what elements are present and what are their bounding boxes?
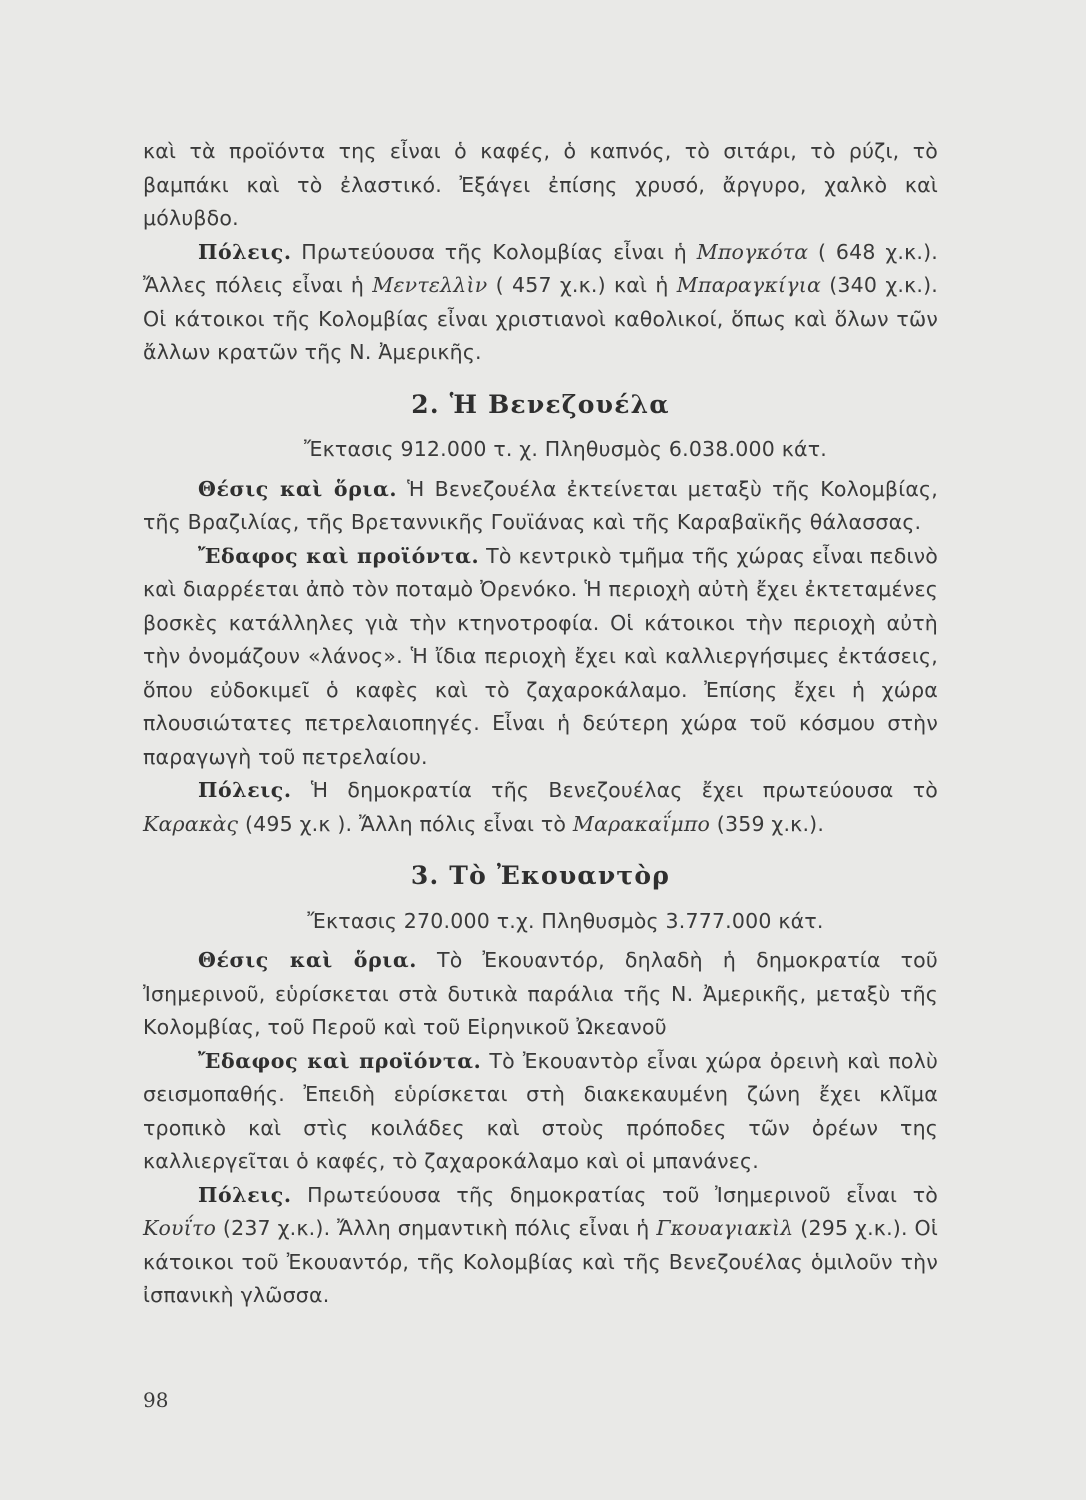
colombia-cities-text-3: ( 457 χ.κ.) καὶ ἡ [487,273,677,297]
colombia-cities-label: Πόλεις. [198,239,292,264]
venezuela-soil-paragraph [143,540,938,775]
venezuela-cities-label: Πόλεις. [198,778,292,802]
colombia-city-1: Μπογκότα [696,239,809,264]
colombia-cities-text-1: Πρωτεύουσα τῆς Κολομβίας εἶναι ἡ [291,239,697,264]
venezuela-position-label: Θέσις καὶ ὅρια. [198,476,398,501]
venezuela-heading: 2. Ἡ Βενεζουέλα [411,389,670,419]
venezuela-position-text: Ἡ Βενεζουέλα ἐκτείνεται μεταξὺ τῆς Κολομβίας, τῆς Βραζιλίας, τῆς Βρεταννικῆς Γουϊάνας καὶ τῆς Καραβαϊκῆς θάλασσας. [143,476,939,534]
venezuela-cities-paragraph [143,774,938,841]
venezuela-cities-text-1: Ἡ δημοκρατία τῆς Βενεζουέλας ἔχει πρωτεύουσα τὸ [291,778,938,802]
colombia-cities-text-2: ( 648 χ.κ.). Ἄλλες πόλεις εἶναι ἡ [143,239,938,297]
ecuador-cities-paragraph [143,1179,938,1313]
colombia-city-2: Μεντελλὶν [372,273,488,297]
ecuador-stats: Ἔκτασις 270.000 τ.χ. Πληθυσμὸς 3.777.000 κάτ. [307,908,824,933]
ecuador-cities-label: Πόλεις. [198,1182,292,1207]
venezuela-city-1: Καρακὰς [143,811,239,836]
ecuador-position-text: Τὸ Ἐκουαντόρ, δηλαδὴ ἡ δημοκρατία τοῦ Ἰσημερινοῦ, εὑρίσκεται στὰ δυτικὰ παράλια τῆς Ν. Ἀμερικῆς, μεταξὺ τῆς Κολομβίας, τοῦ Περοῦ καὶ τοῦ Εἰρηνικοῦ Ὠκεανοῦ [143,948,938,1039]
ecuador-position-label: Θέσις καὶ ὅρια. [198,948,417,972]
ecuador-cities-text-3: (295 χ.κ.). Οἱ κάτοικοι τοῦ Ἐκουαντόρ, τῆς Κολομβίας καὶ τῆς Βενεζουέλας ὁμιλοῦν τὴν ἰσπανικὴ γλῶσσα. [143,1216,939,1307]
ecuador-city-2: Γκουαγιακὶλ [656,1216,794,1240]
venezuela-city-2: Μαρακαΐμπο [572,811,711,836]
intro-paragraph [143,135,938,236]
venezuela-cities-text-2: (495 χ.κ ). Ἄλλη πόλις εἶναι τὸ [238,811,573,836]
ecuador-cities-text-1: Πρωτεύουσα τῆς δημοκρατίας τοῦ Ἰσημερινοῦ εἶναι τὸ [291,1182,938,1207]
venezuela-soil-text: Τὸ κεντρικὸ τμῆμα τῆς χώρας εἶναι πεδινὸ καὶ διαρρέεται ἀπὸ τὸν ποταμὸ Ὀρενόκο. Ἡ περιοχὴ αὐτὴ ἔχει ἐκτεταμένες βοσκὲς κατάλληλες γιὰ τὴν κτηνοτροφία. Οἱ κάτοικοι τὴν περιοχὴ αὐτὴ τὴν ὀνομάζουν «λάνος». Ἡ ἴδια περιοχὴ ἔχει καὶ καλλιεργήσιμες ἐκτάσεις, ὅπου εὐδοκιμεῖ ὁ καφὲς καὶ τὸ ζαχαροκάλαμο. Ἐπίσης ἔχει ἡ χώρα πλουσιώτατες πετρελαιοπηγές. Εἶναι ἡ δεύτερη χώρα τοῦ κόσμου στὴν παραγωγὴ τοῦ πετρελαίου. [143,543,938,769]
ecuador-cities-text-2: (237 χ.κ.). Ἄλλη σημαντικὴ πόλις εἶναι ἡ [216,1216,657,1240]
ecuador-soil-paragraph [143,1045,938,1179]
ecuador-soil-text: Τὸ Ἐκουαντὸρ εἶναι χώρα ὀρεινὴ καὶ πολὺ σεισμοπαθής. Ἐπειδὴ εὑρίσκεται στὴ διακεκαυμένη ζώνη ἔχει κλῖμα τροπικὸ καὶ στὶς κοιλάδες καὶ στοὺς πρόποδες τῶν ὀρέων της καλλιεργεῖται ὁ καφές, τὸ ζαχαροκάλαμο καὶ οἱ μπανάνες. [143,1048,939,1173]
text-block [143,135,938,1313]
venezuela-soil-label: Ἔδαφος καὶ προϊόντα. [198,543,480,568]
venezuela-cities-text-3: (359 χ.κ.). [710,811,825,836]
venezuela-position-paragraph [143,473,938,540]
colombia-city-3: Μπαραγκίγια [676,273,822,297]
venezuela-stats: Ἔκτασις 912.000 τ. χ. Πληθυσμὸς 6.038.000 κάτ. [304,437,827,461]
ecuador-city-1: Κουΐτο [143,1216,217,1240]
colombia-cities-text-4: (340 χ.κ.). Οἱ κάτοικοι τῆς Κολομβίας εἶναι χριστιανοὶ καθολικοί, ὅπως καὶ ὅλων τῶν ἄλλων κρατῶν τῆς Ν. Ἀμερικῆς. [143,273,938,364]
ecuador-heading: 3. Τὸ Ἐκουαντὸρ [410,861,671,890]
page-number: 98 [143,1388,169,1412]
intro-text: καὶ τὰ προϊόντα της εἶναι ὁ καφές, ὁ καπνός, τὸ σιτάρι, τὸ ρύζι, τὸ βαμπάκι καὶ τὸ ἐλαστικό. Ἐξάγει ἐπίσης χρυσό, ἄργυρο, χαλκὸ καὶ μόλυβδο. [143,139,938,230]
ecuador-soil-label: Ἔδαφος καὶ προϊόντα. [198,1048,482,1073]
ecuador-position-paragraph [143,944,938,1045]
colombia-cities-paragraph [143,236,938,370]
